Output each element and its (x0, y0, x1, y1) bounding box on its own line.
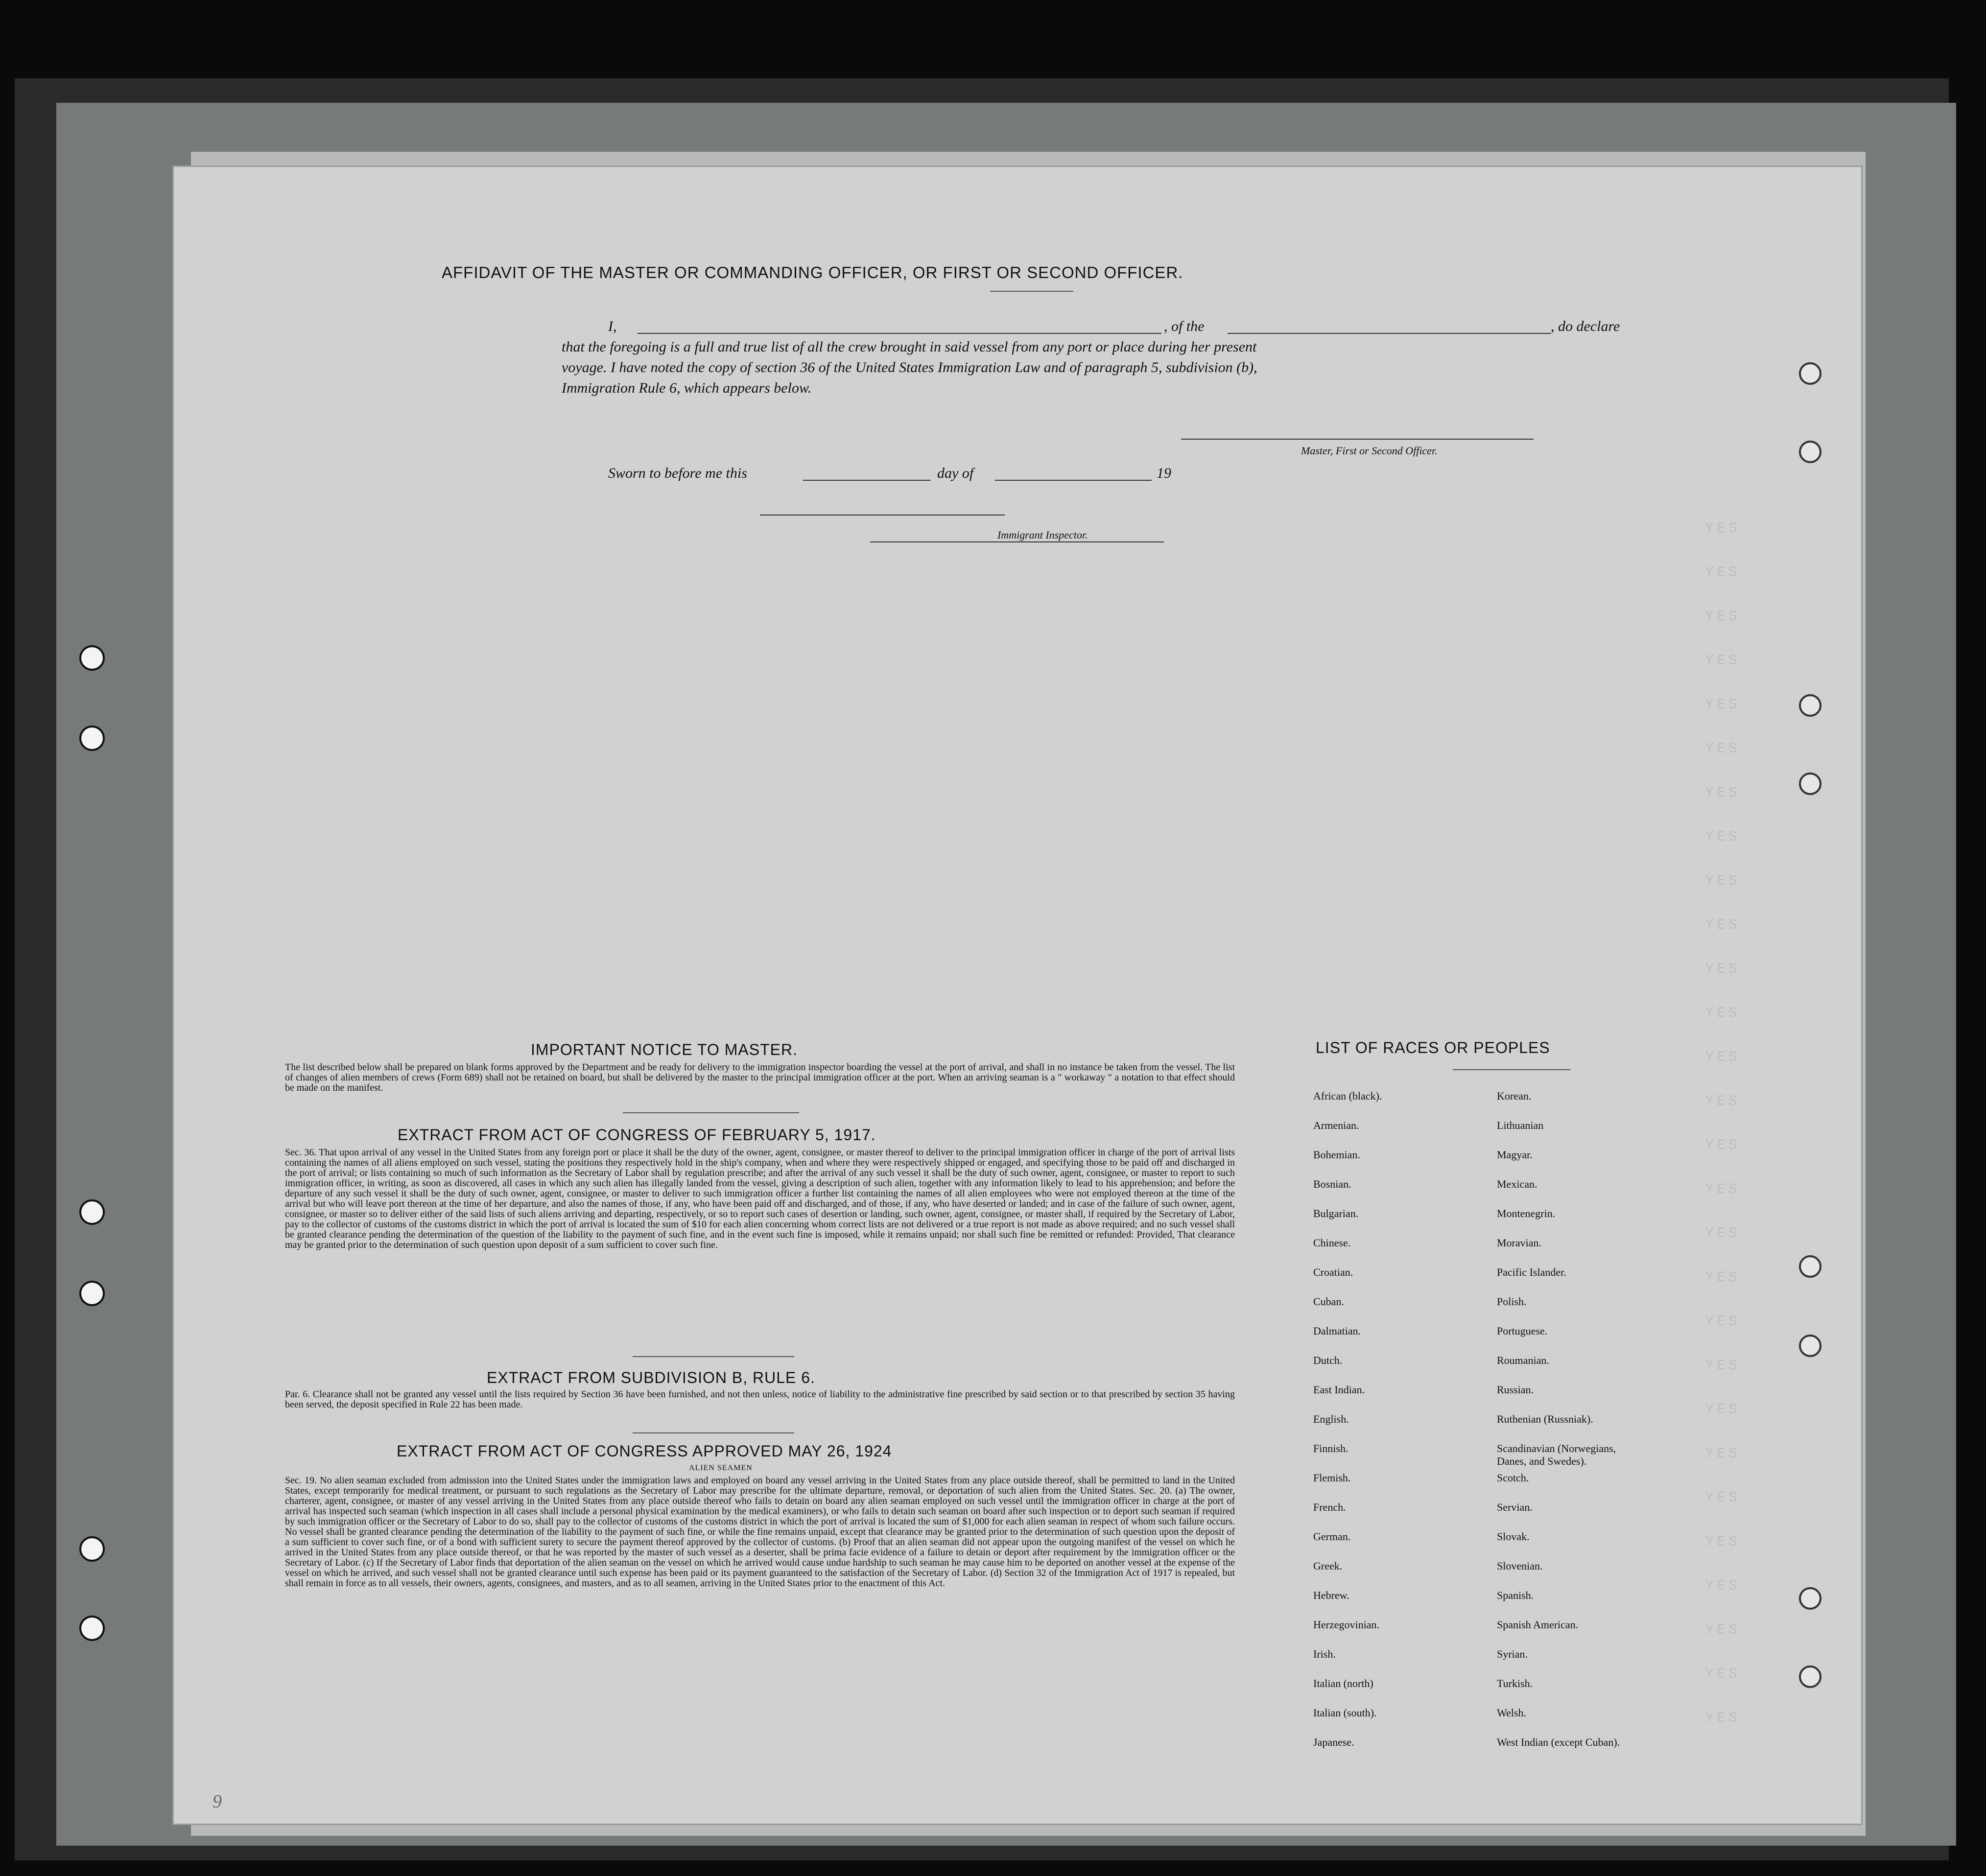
race-item: Lithuanian (1497, 1119, 1544, 1131)
affidavit-line1 (608, 318, 1690, 338)
sworn-month-field[interactable] (995, 480, 1152, 481)
race-item: Dutch. (1313, 1354, 1343, 1366)
race-item: Korean. (1497, 1090, 1532, 1102)
binder-hole (1799, 362, 1821, 385)
race-item: Spanish. (1497, 1589, 1534, 1601)
race-item: Syrian. (1497, 1648, 1528, 1660)
act1924-heading: EXTRACT FROM ACT OF CONGRESS APPROVED MAY 26, 1924 (397, 1442, 892, 1460)
act1917-text: Sec. 36. That upon arrival of any vessel in the United States from any foreign port or place it shall be the duty of the owner, agent, consignee, or master thereof to deliver to the principal immigration officer in charge of the port of arrival lists containing the names of all aliens employed on such vessel, stating the positions they respectively hold in the ship's company, when and where they were respectively shipped or engaged, and specifying those to be paid off and discharged in the port of arrival; or lists containing so much of such information as the Secretary of Labor shall by regulation prescribe; and after the arrival of any such vessel it shall be the duty of such owner, agent, consignee, or master to report to such immigration officer, in writing, as soon as discovered, all cases in which any such alien has illegally landed from the vessel, giving a description of such alien, together with any information likely to lead to his apprehension; and before the departure of any such vessel it shall be the duty of such owner, agent, consignee, or master to deliver to such immigration officer a further list containing the names of all alien employees who were not employed thereon at the time of the arrival but who will leave port thereon at the time of her departure, and also the names of those, if any, who have been paid off and discharged, and of those, if any, who have deserted or landed; and in case of the failure of such owner, agent, consignee, or master so to deliver either of the said lists of such aliens arriving and departing, respectively, or so to report such cases of desertion or landing, such owner, agent, consignee, or master shall, if required by the Secretary of Labor, pay to the collector of customs of the customs district in which the port of arrival is located the sum of $10 for each alien concerning whom correct lists are not delivered or a true report is not made as above required; and no such vessel shall be granted clearance pending the determination of the question of the liability to the payment of such fine, and in the event such fine is imposed, while it remains unpaid; nor shall such fine be remitted or refunded: Provided, That clearance may be granted prior to the determination of such question upon deposit of a sum sufficient to cover such fine. (285, 1147, 1235, 1250)
race-item: Greek. (1313, 1560, 1343, 1572)
race-item: Chinese. (1313, 1237, 1351, 1249)
race-item: Herzegovinian. (1313, 1618, 1379, 1631)
year-text: 19 (1157, 465, 1171, 481)
sworn-day-field[interactable] (803, 480, 930, 481)
rule6-heading: EXTRACT FROM SUBDIVISION B, RULE 6. (487, 1369, 815, 1386)
inspector-signature-field-upper[interactable] (760, 515, 1005, 516)
race-item: Welsh. (1497, 1707, 1526, 1719)
race-item: Scandinavian (Norwegians, Danes, and Swedes). (1497, 1442, 1616, 1467)
race-item: Portuguese. (1497, 1325, 1548, 1337)
races-rule (1453, 1069, 1570, 1070)
notice-text: The list described below shall be prepared on blank forms approved by the Department and be ready for delivery to the immigration inspector boarding the vessel at the port of arrival, and shall in no instance be taken from the vessel. The list of changes of alien members of crews (Form 689) shall not be retained on board, but shall be delivered by the master to the principal immigration officer at the port. When an arriving seaman is a " workaway " a notation to that effect should be made on the manifest. (285, 1062, 1235, 1093)
binder-hole (79, 645, 105, 671)
race-item: Hebrew. (1313, 1589, 1349, 1601)
binder-hole (1799, 1587, 1821, 1610)
race-item: Bohemian. (1313, 1149, 1360, 1161)
race-item: Bosnian. (1313, 1178, 1351, 1190)
inspector-signature-field[interactable] (870, 541, 1164, 542)
affidavit-heading: AFFIDAVIT OF THE MASTER OR COMMANDING OFFICER, OR FIRST OR SECOND OFFICER. (442, 263, 1183, 281)
race-item: Moravian. (1497, 1237, 1542, 1249)
affidavit-of-the: , of the (1164, 318, 1205, 334)
race-item: Armenian. (1313, 1119, 1359, 1131)
corner-mark: 9 (213, 1791, 222, 1812)
race-item: Ruthenian (Russniak). (1497, 1413, 1593, 1425)
rule6-rule (633, 1432, 794, 1433)
binder-hole (79, 1536, 105, 1562)
rule6-text: Par. 6. Clearance shall not be granted any vessel until the lists required by Section 36 have been furnished, and not then unless, notice of liability to the administrative fine prescribed by said section or to that prescribed by section 35 having been served, the deposit specified in Rule 22 has been made. (285, 1389, 1235, 1410)
race-item: Servian. (1497, 1501, 1533, 1513)
race-item: West Indian (except Cuban). (1497, 1736, 1620, 1748)
race-item: Roumanian. (1497, 1354, 1549, 1366)
master-signature-field[interactable] (1181, 439, 1534, 440)
race-item: Magyar. (1497, 1149, 1533, 1161)
race-item: Flemish. (1313, 1472, 1351, 1484)
notice-rule (623, 1112, 799, 1113)
race-item: Irish. (1313, 1648, 1336, 1660)
binder-hole (79, 1616, 105, 1641)
affidavit-i: I, (608, 318, 617, 334)
race-item: East Indian. (1313, 1384, 1365, 1396)
race-item: Croatian. (1313, 1266, 1353, 1278)
binder-hole (1799, 1665, 1821, 1688)
race-item: Slovak. (1497, 1530, 1530, 1543)
race-item: English. (1313, 1413, 1349, 1425)
master-label: Master, First or Second Officer. (1301, 445, 1438, 457)
race-item: German. (1313, 1530, 1351, 1543)
act1917-heading: EXTRACT FROM ACT OF CONGRESS OF FEBRUARY 5, 1917. (398, 1126, 876, 1144)
race-item: Dalmatian. (1313, 1325, 1361, 1337)
binder-hole (79, 726, 105, 751)
race-item: Spanish American. (1497, 1618, 1579, 1631)
affidavit-line2: that the foregoing is a full and true list of all the crew brought in said vessel from any port or place during her present (562, 339, 1257, 355)
race-item: Polish. (1497, 1295, 1527, 1308)
race-item: Italian (south). (1313, 1707, 1377, 1719)
race-item: Finnish. (1313, 1442, 1348, 1454)
affidavit-declare: , do declare (1551, 318, 1620, 334)
race-item: African (black). (1313, 1090, 1382, 1102)
race-item: Bulgarian. (1313, 1207, 1359, 1219)
act1924-subheading: ALIEN SEAMEN (689, 1464, 753, 1472)
race-item: Slovenian. (1497, 1560, 1543, 1572)
race-item: Scotch. (1497, 1472, 1529, 1484)
sworn-text: Sworn to before me this (608, 465, 747, 481)
sworn-line (608, 465, 1367, 485)
race-item: French. (1313, 1501, 1346, 1513)
binder-hole (1799, 1255, 1821, 1278)
vessel-name-field[interactable] (1228, 333, 1551, 334)
notice-heading: IMPORTANT NOTICE TO MASTER. (531, 1041, 798, 1058)
race-item: Montenegrin. (1497, 1207, 1556, 1219)
race-item: Cuban. (1313, 1295, 1344, 1308)
race-item: Italian (north) (1313, 1677, 1373, 1689)
act1917-rule (633, 1356, 794, 1357)
binder-hole (1799, 773, 1821, 795)
inspector-label: Immigrant Inspector. (997, 529, 1088, 541)
race-item: Pacific Islander. (1497, 1266, 1566, 1278)
form-sheet: YES YES YES YES YES YES YES YES YES YES YES YES YES YES YES YES YES YES YES YES YES YES YES YES YES YES YES YES AFFIDAVIT OF THE MASTER OR COMMANDING OFFICER, OR FIRST OR SECOND OFFICER. I, , of the , do declare that the foregoing is a full and true list of all the crew brought in said vessel from any port or place during her present voyage. I have noted the copy of section 36 of the United States Immigration Law and of paragraph 5, subdivision (b), Immigration Rule 6, which appears below. Master, First or Second Officer. Sworn to before me this day of 19 Immigrant Inspector. IMPORTANT NOTICE TO MASTER. The list described below shall be prepared on blank forms approved by the Department and be ready for delivery to the immigration inspector boarding the vessel at the port of arrival, and shall in no instance be taken from the vessel. The list of changes of alien members of crews (Form 689) shall not be retained on board, but shall be delivered by the master to the principal immigration officer at the port. When an arriving seaman is a " workaway " a notation to that effect should be made on the manifest. EXTRACT FROM ACT OF CONGRESS OF FEBRUARY 5, 1917. Sec. 36. That upon arrival of any vessel in the United States from any foreign port or place it shall be the duty of the owner, agent, consignee, or master thereof to deliver to the principal immigration officer in charge of the port of arrival lists containing the names of all aliens employed on such vessel, stating the positions they respectively hold in the ship's company, when and where they were respectively shipped or engaged, and specifying those to be paid off and discharged in the port of arrival; or lists containing so much of such information as the Secretary of Labor shall by regulation prescribe; and after the arrival of any such vessel it shall be the duty of such owner, agent, consignee, or master to report to such immigration officer, in writing, as soon as discovered, all cases in which any such alien has illegally landed from the vessel, giving a description of such alien, together with any information likely to lead to his apprehension; and before the departure of any such vessel it shall be the duty of such owner, agent, consignee, or master to deliver to such immigration officer a further list containing the names of all alien employees who were not employed thereon at the time of the arrival but who will leave port thereon at the time of her departure, and also the names of those, if any, who have been paid off and discharged, and of those, if any, who have deserted or landed; and in case of the failure of such owner, agent, consignee, or master so to deliver either of the said lists of such aliens arriving and departing, respectively, or so to report such cases of desertion or landing, such owner, agent, consignee, or master shall, if required by the Secretary of Labor, pay to the collector of customs of the customs district in which the port of arrival is located the sum of $10 for each alien concerning whom correct lists are not delivered or a true report is not made as above required; and no such vessel shall be granted clearance pending the determination of the question of the liability to the payment of such fine, and in the event such fine is imposed, while it remains unpaid; nor shall such fine be remitted or refunded: Provided, That clearance may be granted prior to the determination of such question upon deposit of a sum sufficient to cover such fine. EXTRACT FROM SUBDIVISION B, RULE 6. Par. 6. Clearance shall not be granted any vessel until the lists required by Section 36 have been furnished, and not then unless, notice of liability to the administrative fine prescribed by said section or to that prescribed by section 35 having been served, the deposit specified in Rule 22 has been made. EXTRACT FROM ACT OF CONGRESS APPROVED MAY 26, 1924 ALIEN SEAMEN Sec. 19. No alien seaman excluded from admission into the United States under the immigration laws and employed on board any vessel arriving in the United States from any place outside thereof, shall be permitted to land in the United States, except temporarily for medical treatment, or pursuant to such regulations as the Secretary of Labor may prescribe for the ultimate departure, removal, or deportation of such alien from the United States. Sec. 20. (a) The owner, charterer, agent, consignee, or master of any vessel arriving in the United States from any place outside thereof who fails to detain on board any alien seaman employed on such vessel until the immigration officer in charge at the port of arrival has inspected such seaman (which inspection in all cases shall include a personal physical examination by the medical examiners), or who fails to detain such seaman on board after such inspection or to deport such seaman if required by such immigration officer or the Secretary of Labor to do so, shall pay to the collector of customs of the customs district in which the port of arrival is located the sum of $1,000 for each alien seaman in respect of whom such failure occurs. No vessel shall be granted clearance pending the determination of the liability to the payment of such fine, or while the fine remains unpaid, except that clearance may be granted prior to the determination of such question upon the deposit of a sum sufficient to cover such fine, or of a bond with sufficient surety to secure the payment thereof approved by the collector of customs. (b) Proof that an alien seaman did not appear upon the outgoing manifest of the vessel on which he arrived in the United States from any place outside thereof, or that he was reported by the master of such vessel as a deserter, shall be prima facie evidence of a failure to detain or deport after requirement by the immigration officer or the Secretary of Labor. (c) If the Secretary of Labor finds that deportation of the alien seaman on the vessel on which he arrived would cause undue hardship to such seaman he may cause him to be deported on another vessel at the expense of the vessel on which he arrived, and such vessel shall not be granted clearance until such expense has been paid or its payment guaranteed to the satisfaction of the Secretary of Labor. (d) Section 32 of the Immigration Act of 1917 is repealed, but shall remain in force as to all vessels, their owners, agents, consignees, and masters, and as to all seamen, arriving in the United States prior to the enactment of this Act. LIST OF RACES OR PEOPLES African (black). Armenian. Bohemian. Bosnian. Bulgarian. Chinese. Croatian. Cuban. Dalmatian. Dutch. East Indian. English. Finnish. Flemish. French. German. Greek. Hebrew. Herzegovinian. Irish. Italian (north) Italian (south). Japanese. Korean. Lithuanian Magyar. Mexican. Montenegrin. Moravian. Pacific Islander. Polish. Portuguese. Roumanian. Russian. Ruthenian (Russniak). Scandinavian (Norwegians, Danes, and Swedes). Scotch. Servian. Slovak. Slovenian. Spanish. Spanish American. Syrian. Turkish. Welsh. West Indian (except Cuban). 9 (172, 165, 1863, 1825)
affidavit-line4: Immigration Rule 6, which appears below. (562, 380, 812, 396)
day-of-text: day of (937, 465, 974, 481)
race-item: Mexican. (1497, 1178, 1537, 1190)
race-item: Russian. (1497, 1384, 1534, 1396)
master-name-field[interactable] (638, 333, 1161, 334)
race-item: Japanese. (1313, 1736, 1354, 1748)
affidavit-line3: voyage. I have noted the copy of section 36 of the United States Immigration Law and of paragraph 5, subdivision (b), (562, 359, 1257, 375)
races-heading: LIST OF RACES OR PEOPLES (1316, 1039, 1550, 1056)
affidavit-rule (990, 291, 1073, 292)
binder-hole (79, 1199, 105, 1225)
race-item: Turkish. (1497, 1677, 1533, 1689)
binder-hole (1799, 694, 1821, 717)
act1924-text: Sec. 19. No alien seaman excluded from admission into the United States under the immigration laws and employed on board any vessel arriving in the United States from any place outside thereof, shall be permitted to land in the United States, except temporarily for medical treatment, or pursuant to such regulations as the Secretary of Labor may prescribe for the ultimate departure, removal, or deportation of such alien from the United States. Sec. 20. (a) The owner, charterer, agent, consignee, or master of any vessel arriving in the United States from any place outside thereof who fails to detain on board any alien seaman employed on such vessel until the immigration officer in charge at the port of arrival has inspected such seaman (which inspection in all cases shall include a personal physical examination by the medical examiners), or who fails to detain such seaman on board after such inspection or to deport such seaman if required by such immigration officer or the Secretary of Labor to do so, shall pay to the collector of customs of the customs district in which the port of arrival is located the sum of $1,000 for each alien seaman in respect of whom such failure occurs. No vessel shall be granted clearance pending the determination of the liability to the payment of such fine, or while the fine remains unpaid, except that clearance may be granted prior to the determination of such question upon the deposit of a sum sufficient to cover such fine, or of a bond with sufficient surety to secure the payment thereof approved by the collector of customs. (b) Proof that an alien seaman did not appear upon the outgoing manifest of the vessel on which he arrived in the United States from any place outside thereof, or that he was reported by the master of such vessel as a deserter, shall be prima facie evidence of a failure to detain or deport after requirement by the immigration officer or the Secretary of Labor. (c) If the Secretary of Labor finds that deportation of the alien seaman on the vessel on which he arrived would cause undue hardship to such seaman he may cause him to be deported on another vessel at the expense of the vessel on which he arrived, and such vessel shall not be granted clearance until such expense has been paid or its payment guaranteed to the satisfaction of the Secretary of Labor. (d) Section 32 of the Immigration Act of 1917 is repealed, but shall remain in force as to all vessels, their owners, agents, consignees, and masters, and as to all seamen, arriving in the United States prior to the enactment of this Act. (285, 1475, 1235, 1589)
binder-hole (1799, 1335, 1821, 1357)
binder-hole (79, 1281, 105, 1306)
binder-hole (1799, 441, 1821, 463)
